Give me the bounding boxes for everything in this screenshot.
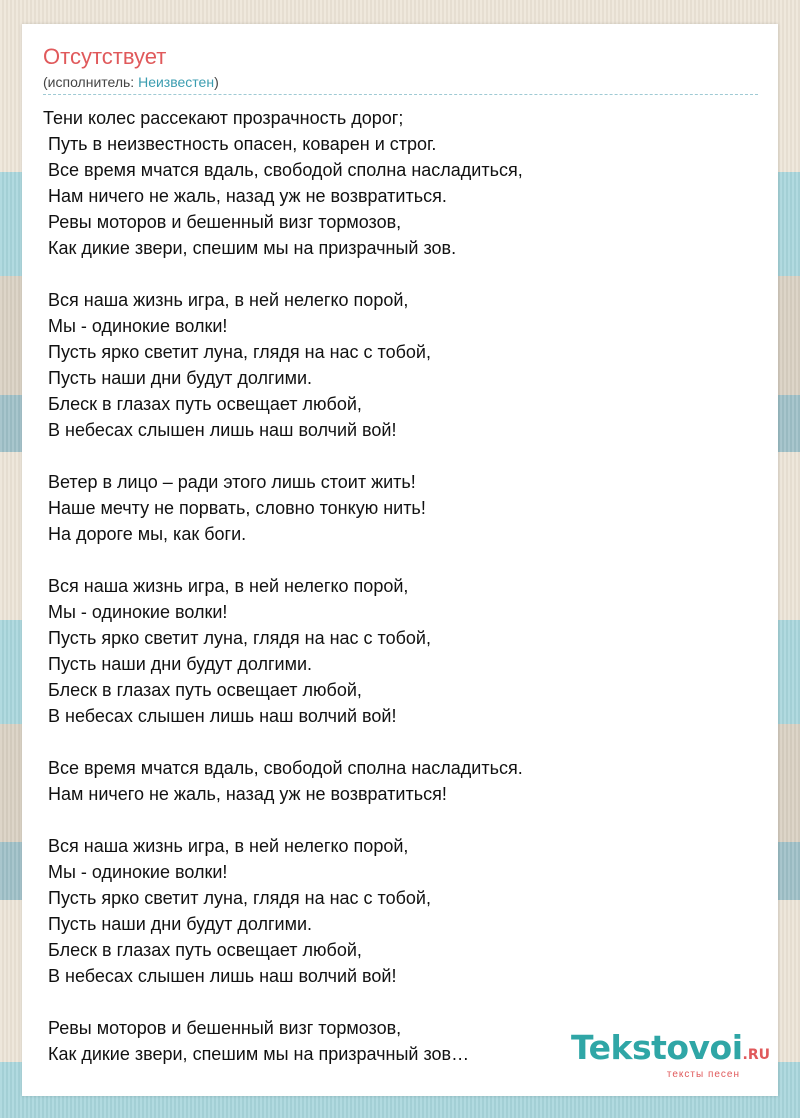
lyrics-line: Наше мечту не порвать, словно тонкую нить! xyxy=(48,498,426,518)
lyrics-line: Блеск в глазах путь освещает любой, xyxy=(48,680,362,700)
lyrics-line: Пусть ярко светит луна, глядя на нас с тобой, xyxy=(48,628,431,648)
lyrics-stanza xyxy=(43,833,763,989)
lyrics-line: На дороге мы, как боги. xyxy=(48,524,247,544)
lyrics-line: Пусть наши дни будут долгими. xyxy=(48,914,313,934)
lyrics-line: Ветер в лицо – ради этого лишь стоит жить! xyxy=(48,472,416,492)
lyrics-line: Ревы моторов и бешенный визг тормозов, xyxy=(48,212,402,232)
site-logo[interactable] xyxy=(570,1028,770,1080)
logo-tld: .RU xyxy=(742,1047,770,1063)
lyrics-line: Пусть наши дни будут долгими. xyxy=(48,654,313,674)
lyrics-line: Мы - одинокие волки! xyxy=(48,862,228,882)
lyrics-body xyxy=(43,105,763,1067)
lyrics-line: Вся наша жизнь игра, в ней нелегко порой, xyxy=(48,290,409,310)
lyrics-line: Блеск в глазах путь освещает любой, xyxy=(48,940,362,960)
artist-link[interactable]: Неизвестен xyxy=(138,74,215,90)
lyrics-stanza xyxy=(43,287,763,443)
lyrics-line: Мы - одинокие волки! xyxy=(48,602,228,622)
lyrics-line: В небесах слышен лишь наш волчий вой! xyxy=(48,706,397,726)
title-divider xyxy=(43,94,758,95)
lyrics-stanza xyxy=(43,573,763,729)
lyrics-line: Тени колес рассекают прозрачность дорог; xyxy=(43,108,404,128)
logo-name: Tekstovoi xyxy=(570,1028,743,1067)
lyrics-line: Пусть ярко светит луна, глядя на нас с тобой, xyxy=(48,342,431,362)
lyrics-line: Блеск в глазах путь освещает любой, xyxy=(48,394,362,414)
lyrics-line: Пусть ярко светит луна, глядя на нас с тобой, xyxy=(48,888,431,908)
lyrics-stanza xyxy=(43,755,763,807)
artist-prefix: (исполнитель: xyxy=(43,74,139,90)
lyrics-stanza xyxy=(43,469,763,547)
lyrics-line: Как дикие звери, спешим мы на призрачный зов… xyxy=(48,1044,470,1064)
lyrics-line: Ревы моторов и бешенный визг тормозов, xyxy=(48,1018,402,1038)
lyrics-line: Вся наша жизнь игра, в ней нелегко порой, xyxy=(48,836,409,856)
artist-line xyxy=(43,74,219,90)
logo-tagline: тексты песен xyxy=(666,1069,740,1080)
lyrics-line: Нам ничего не жаль, назад уж не возвратиться. xyxy=(48,186,447,206)
lyrics-line: Все время мчатся вдаль, свободой сполна насладиться, xyxy=(48,160,523,180)
lyrics-card xyxy=(22,24,778,1096)
lyrics-line: В небесах слышен лишь наш волчий вой! xyxy=(48,420,397,440)
artist-suffix: ) xyxy=(214,74,219,90)
song-title: Отсутствует xyxy=(43,44,167,69)
lyrics-stanza xyxy=(43,105,763,261)
lyrics-line: Как дикие звери, спешим мы на призрачный зов. xyxy=(48,238,457,258)
lyrics-line: Нам ничего не жаль, назад уж не возвратиться! xyxy=(48,784,447,804)
lyrics-line: В небесах слышен лишь наш волчий вой! xyxy=(48,966,397,986)
lyrics-line: Все время мчатся вдаль, свободой сполна насладиться. xyxy=(48,758,523,778)
lyrics-line: Мы - одинокие волки! xyxy=(48,316,228,336)
lyrics-line: Путь в неизвестность опасен, коварен и строг. xyxy=(48,134,437,154)
lyrics-line: Пусть наши дни будут долгими. xyxy=(48,368,313,388)
lyrics-line: Вся наша жизнь игра, в ней нелегко порой, xyxy=(48,576,409,596)
